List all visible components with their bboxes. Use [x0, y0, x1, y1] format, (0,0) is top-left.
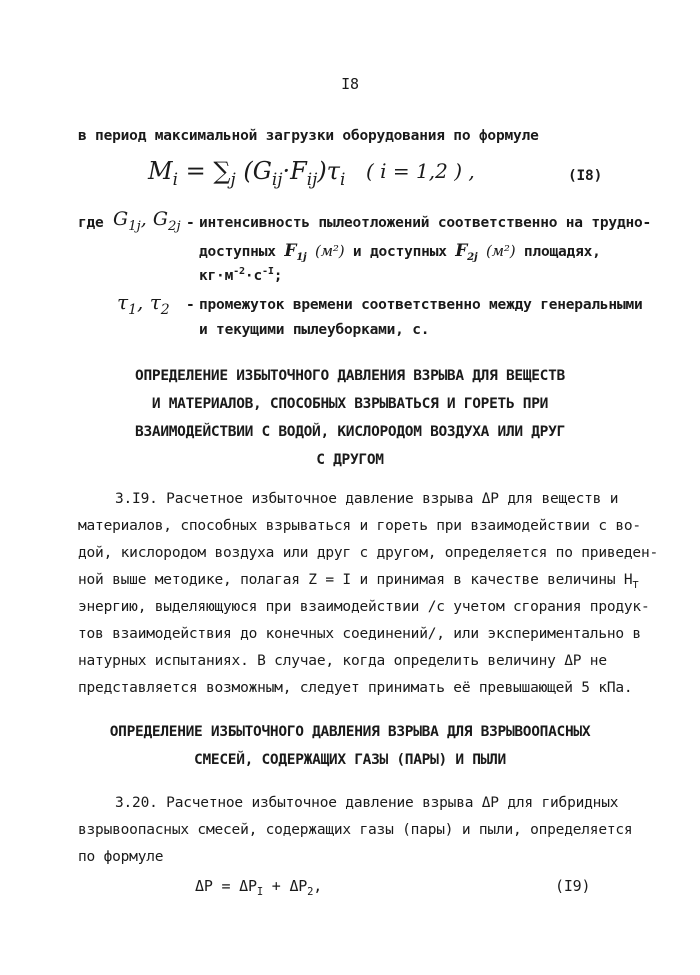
para320-line1: 3.20. Расчетное избыточное давление взрыва ΔP для гибридных — [115, 795, 619, 811]
heading1-line3: ВЗАИМОДЕЙСТВИИ С ВОДОЙ, КИСЛОРОДОМ ВОЗДУХА ИЛИ ДРУГ — [135, 424, 565, 440]
formula19-plus: + ΔP — [271, 877, 308, 895]
formula-tau-sub: i — [339, 168, 346, 189]
g2-symbol: , G — [140, 208, 169, 230]
f2-symbol: F — [455, 241, 468, 261]
heading1-line4: С ДРУГОМ — [316, 452, 384, 468]
tau-line1: промежуток времени соответственно между генеральными — [199, 297, 643, 313]
tau1-sub: 1 — [128, 302, 137, 318]
f1-sub: 1j — [296, 250, 307, 263]
tau-dash: - — [186, 297, 195, 313]
where-line1: интенсивность пылеотложений соответственно на трудно- — [199, 215, 652, 231]
formula-tau: )τ — [317, 157, 340, 185]
intro-line: в период максимальной загрузки оборудования по формуле — [78, 128, 539, 144]
formula-term-f: ·F — [282, 157, 307, 185]
heading1-line1: ОПРЕДЕЛЕНИЕ ИЗБЫТОЧНОГО ДАВЛЕНИЯ ВЗРЫВА ДЛЯ ВЕЩЕСТВ — [135, 368, 565, 384]
formula-f-sub: ij — [306, 168, 318, 189]
para319-line8: представляется возможным, следует принимать её превышающей 5 кПа. — [78, 680, 633, 696]
formula19-sub1: I — [256, 886, 263, 898]
tau2-sub: 2 — [160, 302, 170, 318]
formula-18-number: (I8) — [568, 168, 603, 184]
f1-unit: (м²) — [315, 242, 345, 260]
para319-line1: 3.I9. Расчетное избыточное давление взрыва ΔP для веществ и — [115, 491, 619, 507]
where-g-symbols — [113, 208, 181, 234]
g1-sub: 1j — [128, 218, 141, 234]
tau-line2: и текущими пылеуборками, с. — [199, 322, 430, 338]
formula-lhs: M — [148, 157, 173, 185]
formula19-lhs: ΔP = ΔP — [195, 877, 257, 895]
heading1-line2: И МАТЕРИАЛОВ, СПОСОБНЫХ ВЗРЫВАТЬСЯ И ГОРЕТЬ ПРИ — [151, 396, 549, 412]
formula-18-condition: ( i = 1,2 ) , — [366, 159, 475, 183]
formula-lhs-sub: i — [172, 168, 178, 189]
unit-kg-m: кг·м — [199, 267, 234, 284]
g1-symbol: G — [113, 208, 129, 230]
f2-unit: (м²) — [486, 242, 516, 260]
formula-term-g: (G — [243, 157, 272, 185]
g2-sub: 2j — [168, 218, 181, 234]
para320-line2: взрывоопасных смесей, содержащих газы (пары) и пыли, определяется — [78, 822, 633, 838]
where-line2 — [199, 241, 601, 263]
where-line2-c: площадях, — [523, 244, 601, 260]
para319-line6: тов взаимодействия до конечных соединений/, или экспериментально в — [78, 626, 641, 642]
formula-19-number: (I9) — [555, 877, 591, 895]
where-dash: - — [186, 215, 195, 231]
para319-line3: дой, кислородом воздуха или друг с другом, определяется по приведен- — [78, 545, 659, 561]
para319-line7: натурных испытаниях. В случае, когда определить величину ΔP не — [78, 653, 607, 669]
f1-symbol: F — [284, 241, 297, 261]
para319-line4 — [78, 572, 638, 591]
tau1-symbol: τ — [117, 290, 129, 314]
formula-sum-index: j — [230, 168, 236, 189]
formula19-comma: , — [313, 877, 323, 895]
formula-equals-sum: = ∑ — [185, 157, 231, 185]
formula-g-sub: ij — [271, 168, 283, 189]
tau-symbols — [117, 290, 170, 318]
para319-line4-text: ной выше методике, полагая Z = I и принимая в качестве величины H — [78, 572, 633, 588]
where-line2-a: доступных — [199, 244, 276, 260]
page-number: I8 — [341, 75, 359, 93]
where-line3 — [199, 266, 282, 284]
para319-line5: энергию, выделяющуюся при взаимодействии /с учетом сгорания продук- — [78, 599, 650, 615]
unit-semicolon: ; — [273, 267, 283, 284]
unit-sup2: -I — [261, 266, 274, 277]
formula19-sub2: 2 — [307, 886, 314, 898]
tau2-symbol: , τ — [137, 290, 161, 314]
where-line2-b: и доступных — [352, 244, 447, 260]
para319-line2: материалов, способных взрываться и гореть при взаимодействии с во- — [78, 518, 641, 534]
f2-sub: 2j — [467, 250, 478, 263]
para319-line4-sub: T — [632, 579, 639, 591]
heading2-line1: ОПРЕДЕЛЕНИЕ ИЗБЫТОЧНОГО ДАВЛЕНИЯ ВЗРЫВА ДЛЯ ВЗРЫВООПАСНЫХ — [109, 724, 591, 740]
unit-s: ·с — [244, 267, 262, 284]
para320-line3: по формуле — [78, 849, 164, 865]
where-lead: где — [78, 215, 104, 231]
formula-19 — [195, 877, 322, 898]
formula-18 — [148, 157, 345, 189]
unit-sup1: -2 — [233, 266, 245, 277]
heading2-line2: СМЕСЕЙ, СОДЕРЖАЩИХ ГАЗЫ (ПАРЫ) И ПЫЛИ — [194, 752, 506, 768]
